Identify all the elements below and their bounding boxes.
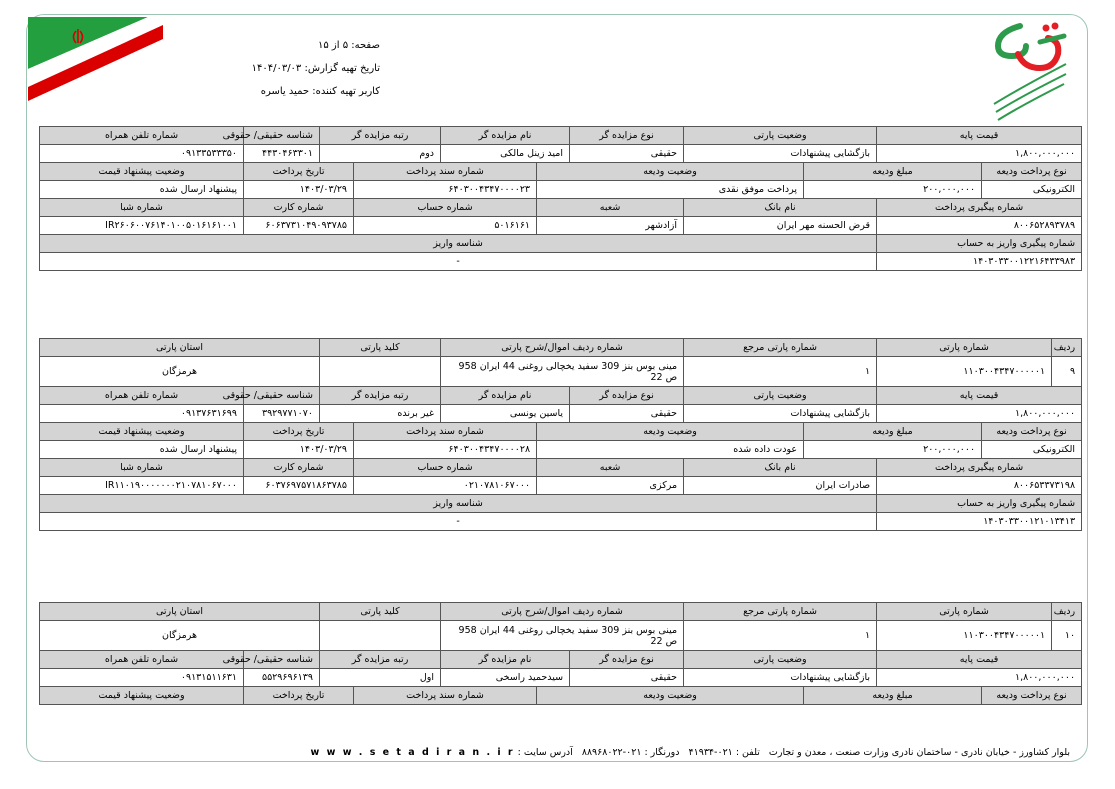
offer-status: پیشنهاد ارسال شده: [40, 181, 244, 199]
setad-logo: [960, 14, 1085, 126]
sheba: IR۱۱۰۱۹۰۰۰۰۰۰۰۲۱۰۷۸۱۰۶۷۰۰۰: [40, 477, 244, 495]
sheba: IR۲۶۰۶۰۰۷۶۱۴۰۱۰۰۵۰۱۶۱۶۱۰۰۱: [40, 217, 244, 235]
label-branch: شعبه: [537, 199, 684, 217]
label-tracking-no: شماره پیگیری پرداخت: [877, 459, 1082, 477]
deposit-status: عودت داده شده: [537, 441, 804, 459]
iran-flag-icon: [28, 17, 163, 97]
label-item-desc: شماره ردیف اموال/شرح پارتی: [441, 339, 684, 357]
bidder-type: حقیقی: [570, 405, 684, 423]
label-bidder-name: نام مزایده گر: [441, 127, 570, 145]
base-price: ۱,۸۰۰,۰۰۰,۰۰۰: [877, 145, 1082, 163]
mobile: ۰۹۱۳۱۵۱۱۶۳۱: [40, 669, 244, 687]
national-id: ۴۴۳۰۴۶۳۳۰۱: [244, 145, 320, 163]
label-mobile: شماره تلفن همراه: [40, 127, 244, 145]
label-payment-doc: شماره سند پرداخت: [354, 163, 537, 181]
tracking-no: ۸۰۰۶۵۲۸۹۳۷۸۹: [877, 217, 1082, 235]
base-price: ۱,۸۰۰,۰۰۰,۰۰۰: [877, 669, 1082, 687]
label-deposit-status: وضعیت ودیعه: [537, 423, 804, 441]
label-party-province: استان پارتی: [40, 339, 320, 357]
label-party-status: وضعیت پارتی: [684, 127, 877, 145]
deposit-id: -: [40, 513, 877, 531]
deposit-status: پرداخت موفق نقدی: [537, 181, 804, 199]
refund-tracking: ۱۴۰۳۰۳۳۰۰۱۲۲۱۶۴۳۳۹۸۳: [877, 253, 1082, 271]
party-no: ۱۱۰۳۰۰۴۳۴۷۰۰۰۰۰۱: [877, 621, 1052, 651]
party-key: [320, 621, 441, 651]
label-payment-date: تاریخ پرداخت: [244, 163, 354, 181]
mobile: ۰۹۱۳۳۵۳۳۳۵۰: [40, 145, 244, 163]
row-number: ۱۰: [1052, 621, 1082, 651]
card-no: ۶۰۶۳۷۳۱۰۴۹۰۹۳۷۸۵: [244, 217, 354, 235]
bidder-rank: دوم: [320, 145, 441, 163]
label-payment-date: تاریخ پرداخت: [244, 687, 354, 705]
label-deposit-id: شناسه واریز: [40, 495, 877, 513]
label-bidder-type: نوع مزایده گر: [570, 651, 684, 669]
label-party-status: وضعیت پارتی: [684, 387, 877, 405]
label-ref-party-no: شماره پارتی مرجع: [684, 603, 877, 621]
footer-site-label: آدرس سایت :: [517, 747, 573, 758]
label-card-no: شماره کارت: [244, 459, 354, 477]
deposit-id: -: [40, 253, 877, 271]
footer-fax-label: دورنگار :: [644, 747, 680, 758]
bidder-rank: غیر برنده: [320, 405, 441, 423]
label-offer-status: وضعیت پیشنهاد قیمت: [40, 423, 244, 441]
ref-party-no: ۱: [684, 357, 877, 387]
label-bidder-type: نوع مزایده گر: [570, 387, 684, 405]
label-bank-name: نام بانک: [684, 199, 877, 217]
row-number: ۹: [1052, 357, 1082, 387]
party-no: ۱۱۰۳۰۰۴۳۴۷۰۰۰۰۰۱: [877, 357, 1052, 387]
offer-status: پیشنهاد ارسال شده: [40, 441, 244, 459]
payment-date: ۱۴۰۳/۰۳/۲۹: [244, 181, 354, 199]
national-id: ۵۵۲۹۶۹۶۱۳۹: [244, 669, 320, 687]
label-national-id: شناسه حقیقی/ حقوقی: [244, 127, 320, 145]
bid-table-9: [39, 338, 1082, 531]
label-party-key: کلید پارتی: [320, 603, 441, 621]
base-price: ۱,۸۰۰,۰۰۰,۰۰۰: [877, 405, 1082, 423]
label-sheba: شماره شبا: [40, 199, 244, 217]
footer-address: بلوار کشاورز - خیابان نادری - ساختمان نادری وزارت صنعت ، معدن و تجارت: [768, 747, 1070, 758]
label-offer-status: وضعیت پیشنهاد قیمت: [40, 687, 244, 705]
account-no: ۰۲۱۰۷۸۱۰۶۷۰۰۰: [354, 477, 537, 495]
deposit-pay-type: الکترونیکی: [982, 181, 1082, 199]
label-deposit-status: وضعیت ودیعه: [537, 163, 804, 181]
label-offer-status: وضعیت پیشنهاد قیمت: [40, 163, 244, 181]
party-status: بازگشایی پیشنهادات: [684, 669, 877, 687]
bid-table-0: [39, 126, 1082, 271]
footer-phone-label: تلفن :: [735, 747, 760, 758]
bidder-type: حقیقی: [570, 145, 684, 163]
national-id: ۳۹۲۹۷۷۱۰۷۰: [244, 405, 320, 423]
label-national-id: شناسه حقیقی/ حقوقی: [244, 387, 320, 405]
label-party-key: کلید پارتی: [320, 339, 441, 357]
label-deposit-amount: مبلغ ودیعه: [804, 163, 982, 181]
bidder-type: حقیقی: [570, 669, 684, 687]
payment-doc: ۶۴۰۳۰۰۴۳۴۷۰۰۰۰۲۸: [354, 441, 537, 459]
label-sheba: شماره شبا: [40, 459, 244, 477]
party-key: [320, 357, 441, 387]
footer-contact: [190, 747, 1070, 758]
payment-date: ۱۴۰۳/۰۳/۲۹: [244, 441, 354, 459]
deposit-amount: ۲۰۰,۰۰۰,۰۰۰: [804, 181, 982, 199]
card-no: ۶۰۳۷۶۹۷۵۷۱۸۶۳۷۸۵: [244, 477, 354, 495]
label-deposit-amount: مبلغ ودیعه: [804, 687, 982, 705]
report-user: کاربر تهیه کننده: حمید یاسره: [260, 86, 380, 97]
footer-fax: ۰۲۱-۸۸۹۶۸۰۲۲: [581, 747, 642, 758]
deposit-pay-type: الکترونیکی: [982, 441, 1082, 459]
label-account-no: شماره حساب: [354, 199, 537, 217]
label-account-no: شماره حساب: [354, 459, 537, 477]
label-party-status: وضعیت پارتی: [684, 651, 877, 669]
party-province: هرمزگان: [40, 621, 320, 651]
footer-phone: ۰۲۱-۴۱۹۳۴: [688, 747, 733, 758]
label-bidder-rank: رتبه مزایده گر: [320, 387, 441, 405]
bank-name: صادرات ایران: [684, 477, 877, 495]
payment-doc: ۶۴۰۳۰۰۴۳۴۷۰۰۰۰۲۳: [354, 181, 537, 199]
label-deposit-pay-type: نوع پرداخت ودیعه: [982, 423, 1082, 441]
mobile: ۰۹۱۳۷۶۳۱۶۹۹: [40, 405, 244, 423]
bidder-name: سیدحمید راسخی: [441, 669, 570, 687]
label-bidder-rank: رتبه مزایده گر: [320, 651, 441, 669]
refund-tracking: ۱۴۰۳۰۳۳۰۰۱۲۱۰۱۳۴۱۳: [877, 513, 1082, 531]
party-province: هرمزگان: [40, 357, 320, 387]
label-deposit-pay-type: نوع پرداخت ودیعه: [982, 163, 1082, 181]
tracking-no: ۸۰۰۶۵۳۳۷۳۱۹۸: [877, 477, 1082, 495]
label-deposit-pay-type: نوع پرداخت ودیعه: [982, 687, 1082, 705]
label-party-no: شماره پارتی: [877, 603, 1052, 621]
ref-party-no: ۱: [684, 621, 877, 651]
label-bidder-name: نام مزایده گر: [441, 651, 570, 669]
item-desc: مینی بوس بنز 309 سفید یخچالی روغنی 44 ایران 958 ص 22: [441, 621, 684, 651]
label-mobile: شماره تلفن همراه: [40, 387, 244, 405]
label-payment-doc: شماره سند پرداخت: [354, 687, 537, 705]
label-payment-doc: شماره سند پرداخت: [354, 423, 537, 441]
bank-name: قرض الحسنه مهر ایران: [684, 217, 877, 235]
label-base-price: قیمت پایه: [877, 387, 1082, 405]
label-deposit-amount: مبلغ ودیعه: [804, 423, 982, 441]
label-refund-tracking: شماره پیگیری واریز به حساب: [877, 495, 1082, 513]
label-tracking-no: شماره پیگیری پرداخت: [877, 199, 1082, 217]
label-bidder-rank: رتبه مزایده گر: [320, 127, 441, 145]
branch: آزادشهر: [537, 217, 684, 235]
label-branch: شعبه: [537, 459, 684, 477]
branch: مرکزی: [537, 477, 684, 495]
deposit-amount: ۲۰۰,۰۰۰,۰۰۰: [804, 441, 982, 459]
label-item-desc: شماره ردیف اموال/شرح پارتی: [441, 603, 684, 621]
label-ref-party-no: شماره پارتی مرجع: [684, 339, 877, 357]
party-status: بازگشایی پیشنهادات: [684, 145, 877, 163]
label-refund-tracking: شماره پیگیری واریز به حساب: [877, 235, 1082, 253]
bidder-name: امید زینل مالکی: [441, 145, 570, 163]
label-base-price: قیمت پایه: [877, 127, 1082, 145]
bidder-name: یاسین یونسی: [441, 405, 570, 423]
label-party-no: شماره پارتی: [877, 339, 1052, 357]
label-deposit-id: شناسه واریز: [40, 235, 877, 253]
account-no: ۵۰۱۶۱۶۱: [354, 217, 537, 235]
label-payment-date: تاریخ پرداخت: [244, 423, 354, 441]
label-card-no: شماره کارت: [244, 199, 354, 217]
page-number: صفحه: ۵ از ۱۵: [317, 40, 380, 51]
footer-site-link[interactable]: w w w . s e t a d i r a n . i r: [310, 747, 515, 758]
label-bank-name: نام بانک: [684, 459, 877, 477]
label-mobile: شماره تلفن همراه: [40, 651, 244, 669]
bid-table-10: [39, 602, 1082, 705]
item-desc: مینی بوس بنز 309 سفید یخچالی روغنی 44 ایران 958 ص 22: [441, 357, 684, 387]
report-date: تاریخ تهیه گزارش: ۱۴۰۴/۰۳/۰۳: [251, 63, 380, 74]
label-bidder-name: نام مزایده گر: [441, 387, 570, 405]
label-base-price: قیمت پایه: [877, 651, 1082, 669]
party-status: بازگشایی پیشنهادات: [684, 405, 877, 423]
bidder-rank: اول: [320, 669, 441, 687]
label-national-id: شناسه حقیقی/ حقوقی: [244, 651, 320, 669]
label-party-province: استان پارتی: [40, 603, 320, 621]
label-row: ردیف: [1052, 339, 1082, 357]
label-bidder-type: نوع مزایده گر: [570, 127, 684, 145]
label-row: ردیف: [1052, 603, 1082, 621]
label-deposit-status: وضعیت ودیعه: [537, 687, 804, 705]
